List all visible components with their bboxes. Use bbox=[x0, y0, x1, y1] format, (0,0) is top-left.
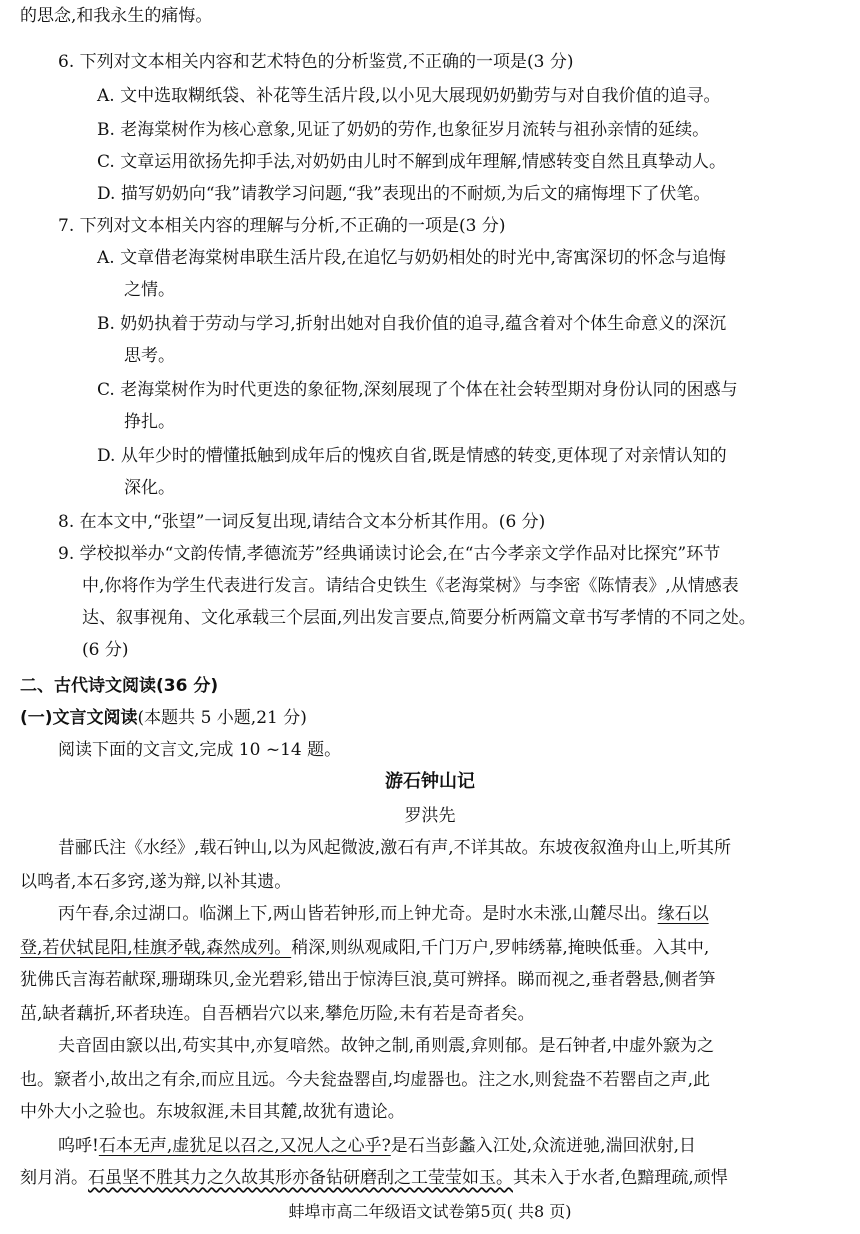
passage-line bbox=[58, 898, 709, 930]
page-footer: 蚌埠市高二年级语文试卷第5页( 共8 页) bbox=[288, 1202, 572, 1221]
option-7c: C. 老海棠树作为时代更迭的象征物,深刻展现了个体在社会转型期对身份认同的困惑与 bbox=[97, 380, 738, 400]
question-9-cont: (6 分) bbox=[82, 640, 129, 660]
passage-text: 是石当彭蠡入江处,众流迸驰,湍回洑射,日 bbox=[390, 1136, 696, 1156]
section-heading: 二、古代诗文阅读(36 分) bbox=[20, 676, 219, 696]
passage-line bbox=[20, 1162, 728, 1194]
passage-line: 夫音固由窾以出,苟实其中,亦复喑然。故钟之制,甬则震,弇则郁。是石钟者,中虚外窾为之 bbox=[58, 1036, 715, 1056]
question-9: 9. 学校拟举办“文韵传情,孝德流芳”经典诵读讨论会,在“古今孝亲文学作品对比探究”环节 bbox=[58, 544, 721, 564]
underlined-text: 登,若伏轼昆阳,桂旗矛戟,森然成列。 bbox=[20, 938, 292, 958]
option-7a-cont: 之情。 bbox=[124, 280, 175, 300]
passage-line: 也。窾者小,故出之有余,而应且远。今夫瓮盎罂卣,均虚器也。注之水,则瓮盎不若罂卣之声,此 bbox=[20, 1070, 711, 1090]
option-7b: B. 奶奶执着于劳动与学习,折射出她对自我价值的追寻,蕴含着对个体生命意义的深沉 bbox=[97, 314, 727, 334]
passage-title: 游石钟山记 bbox=[385, 771, 475, 792]
passage-line: 昔郦氏注《水经》,载石钟山,以为风起微波,激石有声,不详其故。东坡夜叙渔舟山上,听其所 bbox=[58, 838, 732, 858]
option-7b-cont: 思考。 bbox=[124, 346, 175, 366]
passage-line bbox=[20, 932, 709, 964]
option-6b: B. 老海棠树作为核心意象,见证了奶奶的劳作,也象征岁月流转与祖孙亲情的延续。 bbox=[97, 120, 710, 140]
reading-instruction: 阅读下面的文言文,完成 10 ~14 题。 bbox=[58, 740, 342, 760]
passage-text: 其未入于水者,色黯理疏,顽悍 bbox=[513, 1168, 728, 1188]
passage-text: 稍深,则纵观咸阳,千门万户,罗帏绣幕,掩映低垂。入其中, bbox=[291, 938, 710, 958]
passage-text: 刻月消。 bbox=[20, 1168, 88, 1188]
subsection-title: (一)文言文阅读 bbox=[20, 708, 138, 728]
option-7c-cont: 挣扎。 bbox=[124, 412, 175, 432]
passage-line: 以鸣者,本石多窍,遂为辩,以补其遗。 bbox=[20, 872, 292, 892]
question-6: 6. 下列对文本相关内容和艺术特色的分析鉴赏,不正确的一项是(3 分) bbox=[58, 52, 574, 72]
passage-line bbox=[58, 1130, 696, 1162]
subsection-heading bbox=[20, 702, 307, 734]
option-7a: A. 文章借老海棠树串联生活片段,在追忆与奶奶相处的时光中,寄寓深切的怀念与追悔 bbox=[97, 248, 726, 268]
option-6c: C. 文章运用欲扬先抑手法,对奶奶由儿时不解到成年理解,情感转变自然且真挚动人。 bbox=[97, 152, 727, 172]
option-7d: D. 从年少时的懵懂抵触到成年后的愧疚自省,既是情感的转变,更体现了对亲情认知的 bbox=[97, 446, 727, 466]
question-8: 8. 在本文中,“张望”一词反复出现,请结合文本分析其作用。(6 分) bbox=[58, 512, 546, 532]
question-9-cont: 达、叙事视角、文化承载三个层面,列出发言要点,简要分析两篇文章书写孝情的不同之处。 bbox=[82, 608, 756, 628]
passage-line: 茁,缺者藕折,环者玦连。自吾栖岩穴以来,攀危历险,未有若是奇者矣。 bbox=[20, 1004, 535, 1024]
option-6d: D. 描写奶奶向“我”请教学习问题,“我”表现出的不耐烦,为后文的痛悔埋下了伏笔。 bbox=[97, 184, 711, 204]
question-7: 7. 下列对文本相关内容的理解与分析,不正确的一项是(3 分) bbox=[58, 216, 506, 236]
passage-author: 罗洪先 bbox=[404, 806, 456, 826]
underlined-text: 石本无声,虚犹足以召之,又况人之心乎? bbox=[98, 1136, 391, 1156]
passage-line: 中外大小之验也。东坡叙涯,未目其麓,故犹有遗论。 bbox=[20, 1102, 405, 1122]
passage-text: 丙午春,余过湖口。临渊上下,两山皆若钟形,而上钟尤奇。是时水未涨,山麓尽出。 bbox=[58, 904, 658, 924]
wavy-underlined-text: 石虽坚不胜其力之久故其形亦备钻研磨刮之工莹莹如玉。 bbox=[88, 1168, 513, 1188]
passage-line: 犹佛氏言海若献琛,珊瑚珠贝,金光碧彩,错出于惊涛巨浪,莫可辨择。睇而视之,垂者磬悬,侧者笋 bbox=[20, 970, 716, 990]
question-9-cont: 中,你将作为学生代表进行发言。请结合史铁生《老海棠树》与李密《陈情表》,从情感表 bbox=[82, 576, 739, 596]
underlined-text: 缘石以 bbox=[657, 904, 709, 924]
option-6a: A. 文中选取糊纸袋、补花等生活片段,以小见大展现奶奶勤劳与对自我价值的追寻。 bbox=[97, 86, 721, 106]
option-7d-cont: 深化。 bbox=[124, 478, 175, 498]
text-line: 的思念,和我永生的痛悔。 bbox=[20, 6, 213, 26]
subsection-note: (本题共 5 小题,21 分) bbox=[137, 708, 307, 728]
passage-text: 呜呼! bbox=[58, 1136, 99, 1156]
